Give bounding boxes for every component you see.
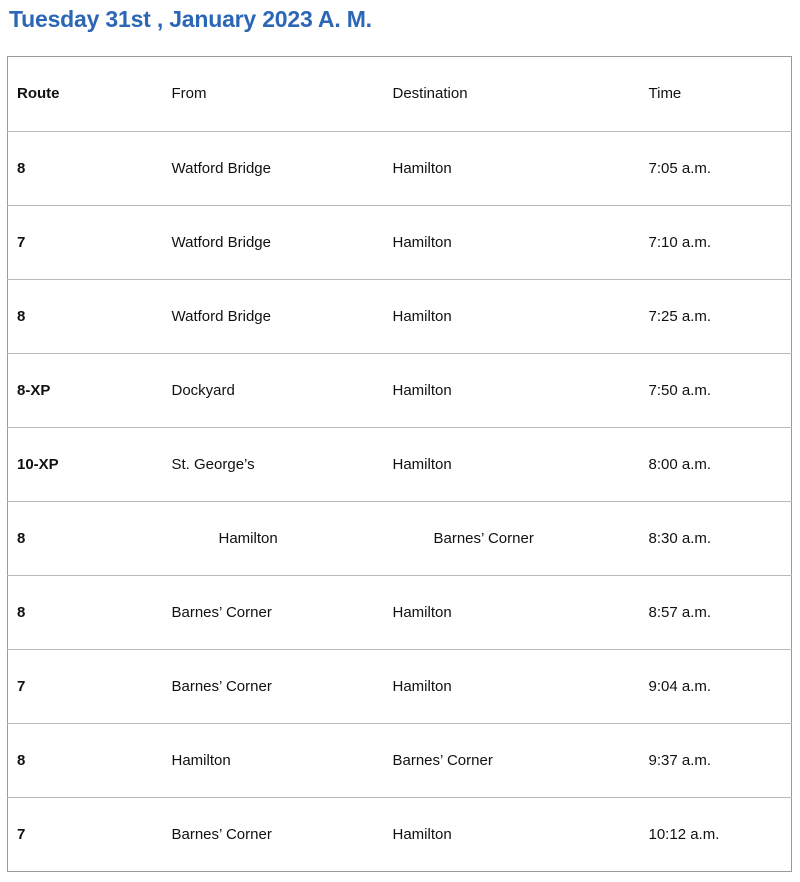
destination-cell: Barnes’ Corner <box>384 724 640 798</box>
table-row <box>8 650 792 724</box>
route-cell: 10-XP <box>8 428 163 502</box>
table-row <box>8 132 792 206</box>
header-from: From <box>171 85 207 102</box>
route-cell: 7 <box>8 798 163 872</box>
route-cell: 7 <box>8 206 163 280</box>
destination-cell: Hamilton <box>384 132 640 206</box>
time-cell: 9:37 a.m. <box>640 724 792 798</box>
time-cell: 10:12 a.m. <box>640 798 792 872</box>
time-cell: 8:30 a.m. <box>640 502 792 576</box>
from-cell: Hamilton <box>163 502 384 576</box>
from-cell: Barnes’ Corner <box>163 576 384 650</box>
destination-cell: Hamilton <box>384 428 640 502</box>
table-row <box>8 798 792 872</box>
route-cell: 8 <box>8 576 163 650</box>
table-row <box>8 206 792 280</box>
from-cell: Watford Bridge <box>163 206 384 280</box>
from-cell: St. George’s <box>163 428 384 502</box>
from-cell: Watford Bridge <box>163 280 384 354</box>
route-cell: 7 <box>8 650 163 724</box>
table-row <box>8 502 792 576</box>
header-route: Route <box>17 85 60 102</box>
destination-cell: Hamilton <box>384 206 640 280</box>
time-cell: 7:25 a.m. <box>640 280 792 354</box>
route-cell: 8 <box>8 132 163 206</box>
bus-schedule-table <box>7 56 792 872</box>
time-cell: 7:10 a.m. <box>640 206 792 280</box>
route-cell: 8 <box>8 280 163 354</box>
page-title: Tuesday 31st , January 2023 A. M. <box>9 6 372 32</box>
time-cell: 8:57 a.m. <box>640 576 792 650</box>
header-destination: Destination <box>392 85 468 102</box>
destination-cell: Hamilton <box>384 798 640 872</box>
destination-cell: Barnes’ Corner <box>384 502 640 576</box>
from-cell: Hamilton <box>163 724 384 798</box>
route-cell: 8 <box>8 724 163 798</box>
time-cell: 8:00 a.m. <box>640 428 792 502</box>
destination-cell: Hamilton <box>384 354 640 428</box>
time-cell: 7:50 a.m. <box>640 354 792 428</box>
route-cell: 8-XP <box>8 354 163 428</box>
destination-cell: Hamilton <box>384 650 640 724</box>
route-cell: 8 <box>8 502 163 576</box>
table-header-row <box>8 57 792 132</box>
table-row <box>8 280 792 354</box>
table-row <box>8 576 792 650</box>
destination-cell: Hamilton <box>384 280 640 354</box>
time-cell: 9:04 a.m. <box>640 650 792 724</box>
table-row <box>8 428 792 502</box>
destination-cell: Hamilton <box>384 576 640 650</box>
from-cell: Barnes’ Corner <box>163 650 384 724</box>
from-cell: Dockyard <box>163 354 384 428</box>
from-cell: Barnes’ Corner <box>163 798 384 872</box>
from-cell: Watford Bridge <box>163 132 384 206</box>
time-cell: 7:05 a.m. <box>640 132 792 206</box>
table-row <box>8 354 792 428</box>
header-time: Time <box>648 85 682 102</box>
table-row <box>8 724 792 798</box>
